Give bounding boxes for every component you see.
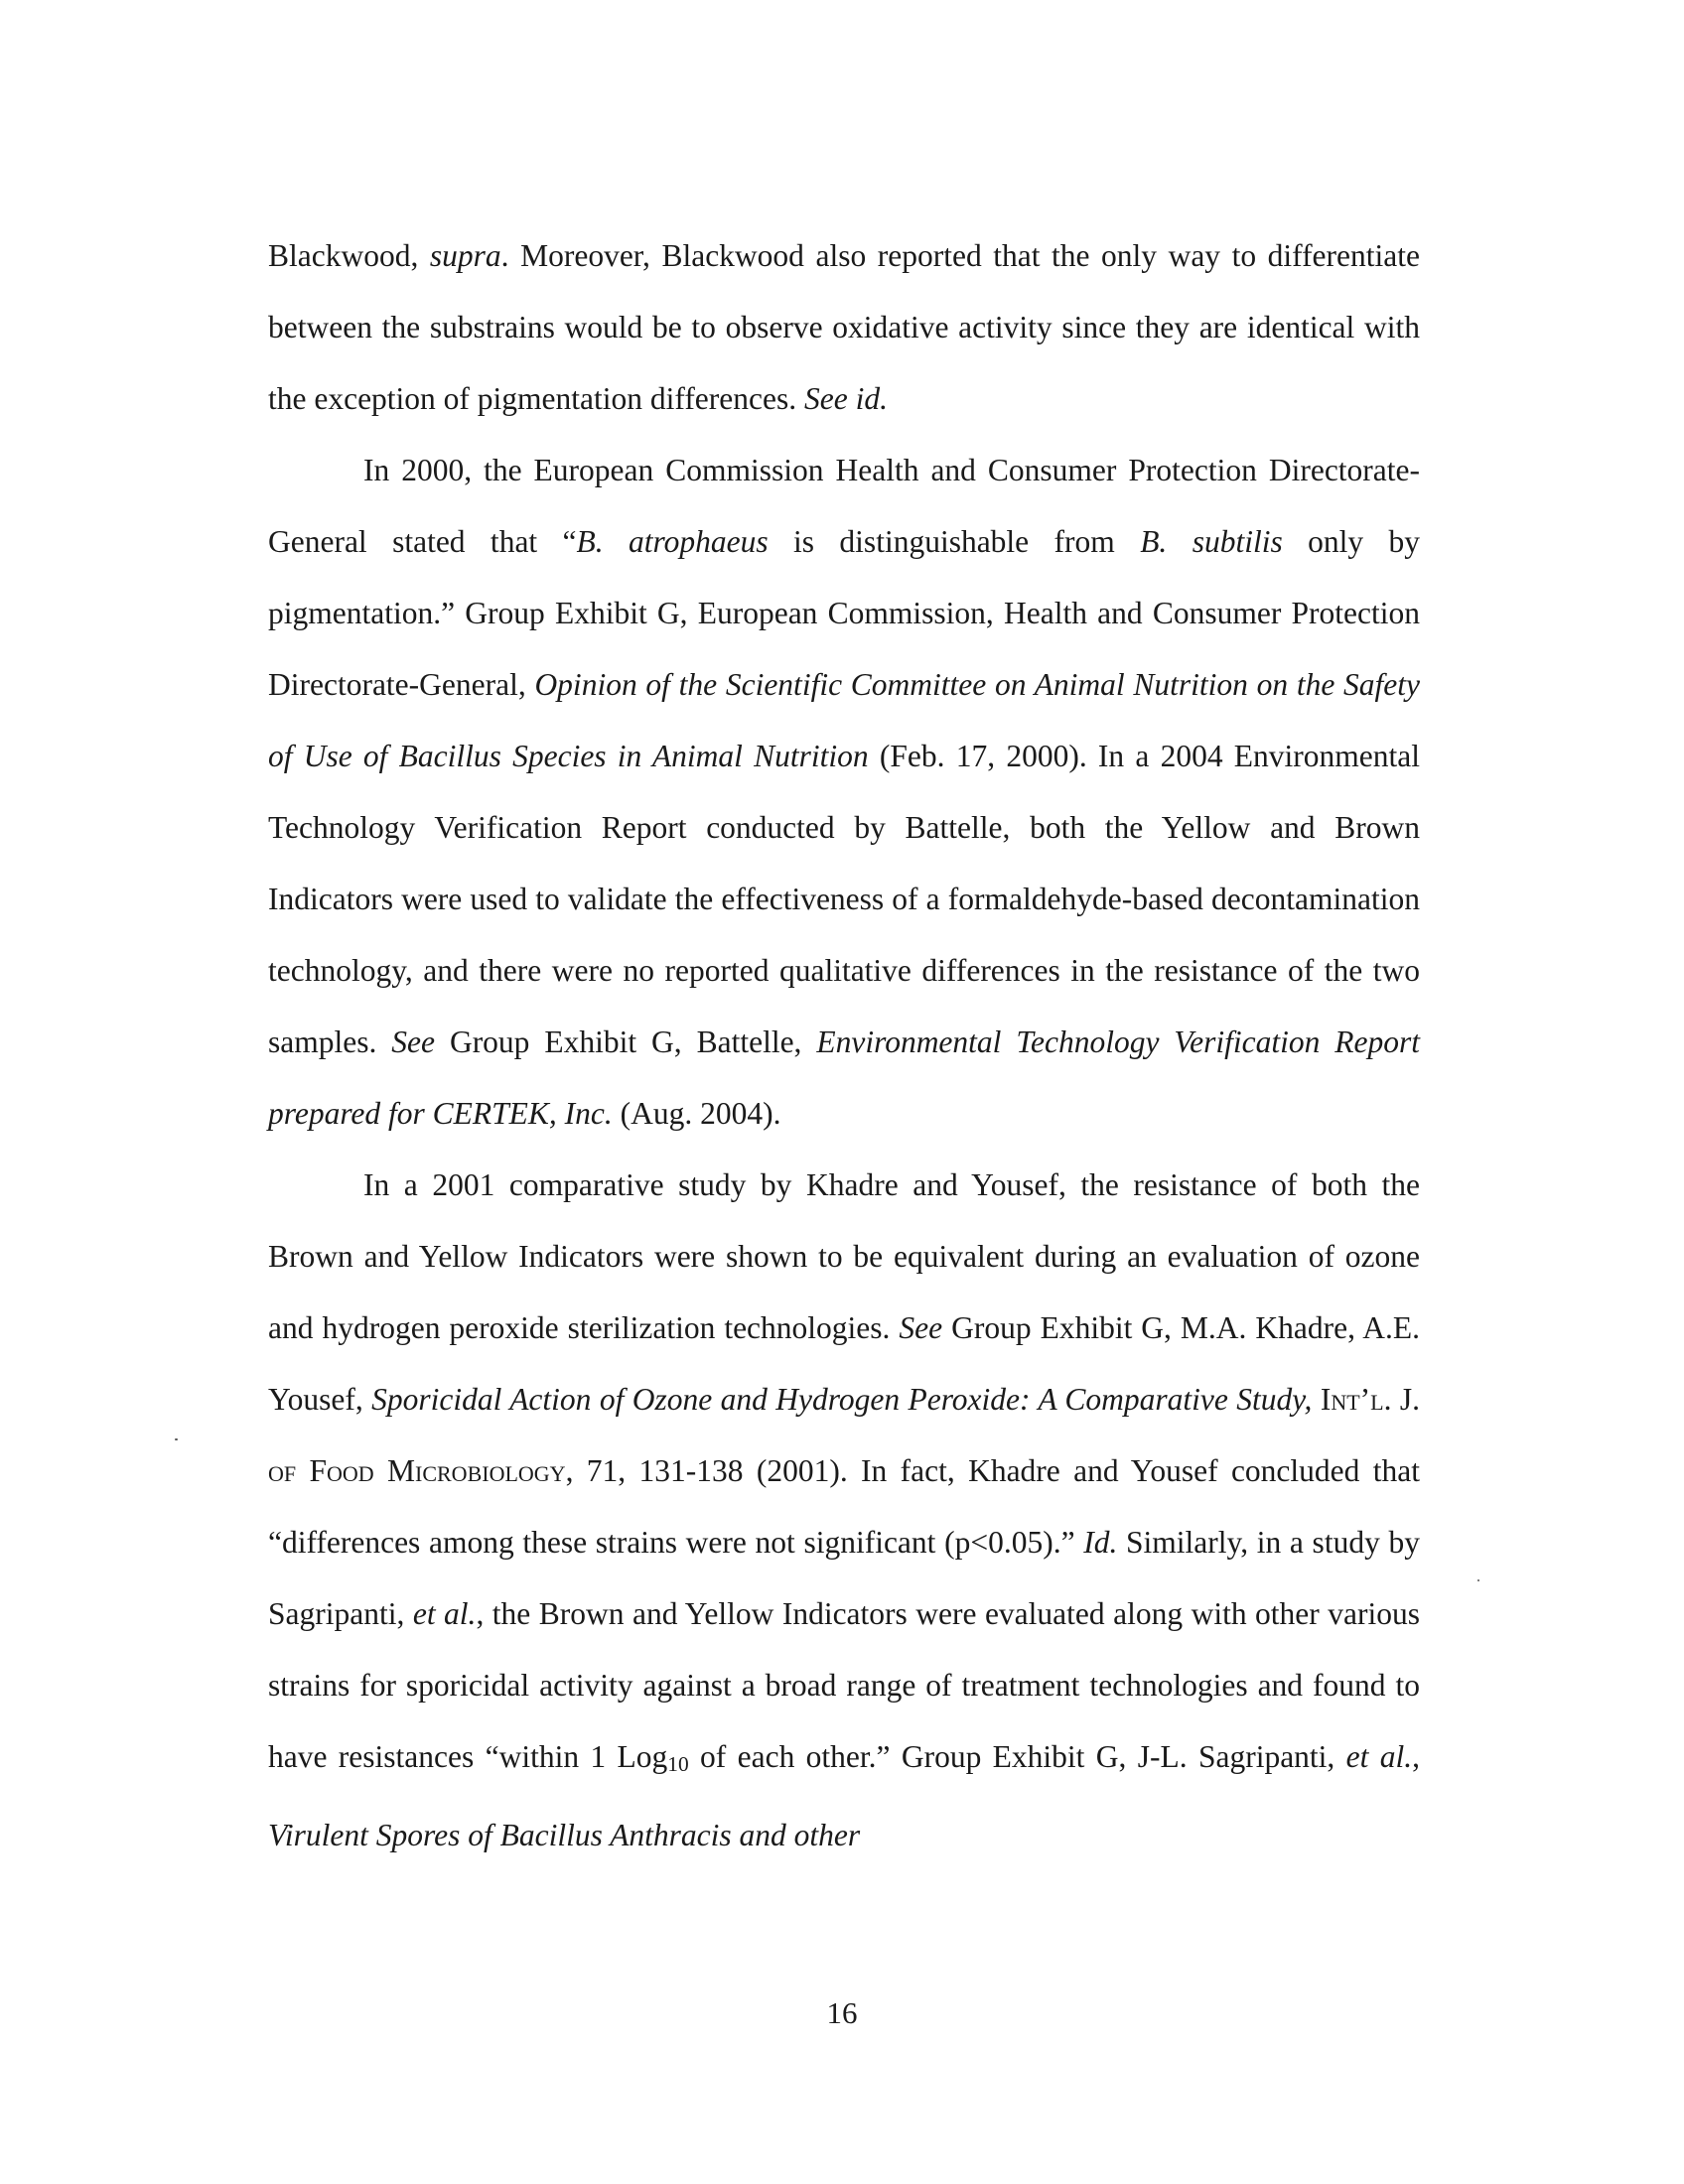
text-run: Similarly, in a study by Sagripanti, bbox=[268, 1525, 1420, 1631]
italic-text: B. subtilis bbox=[1140, 524, 1283, 559]
text-run: , the Brown and Yellow Indicators were evaluated along with other various strains for sporicidal activity against a broad range of treatment technologies and found to have resistances “within 1 Log bbox=[268, 1596, 1420, 1774]
italic-text: Environmental Technology Verification Report prepared for CERTEK, Inc. bbox=[268, 1024, 1420, 1131]
text-run: (Feb. 17, 2000). In a 2004 Environmental Technology Verification Report conducted by Battelle, both the Yellow and Brown Indicators were used to validate the effectiveness of a formaldehyde-based decontamination technology, and there were no reported qualitative differences in the resistance of the two samples. bbox=[268, 739, 1421, 1059]
text-run: is distinguishable from bbox=[768, 524, 1141, 559]
scan-speck bbox=[1477, 1579, 1479, 1581]
body-text bbox=[268, 220, 1420, 1871]
italic-text: Sporicidal Action of Ozone and Hydrogen Peroxide: A Comparative Study, bbox=[371, 1382, 1313, 1417]
italic-text: Virulent Spores of Bacillus Anthracis and other bbox=[268, 1817, 861, 1852]
text-run: , 71, 131-138 (2001). In fact, Khadre and Yousef concluded that “differences among these strains were not significant (p<0.05).” bbox=[268, 1453, 1420, 1560]
scan-speck bbox=[175, 1438, 178, 1440]
paragraph bbox=[268, 220, 1420, 435]
text-run: , bbox=[1412, 1739, 1420, 1774]
text-run: In a 2001 comparative study by Khadre and Yousef, the resistance of both the Brown and Yellow Indicators were shown to be equivalent during an evaluation of ozone and hydrogen peroxide sterilization technologies. bbox=[268, 1167, 1420, 1345]
text-run: In 2000, the European Commission Health and Consumer Protection Directorate-General stated that “ bbox=[268, 453, 1420, 559]
italic-text: Opinion of the Scientific Committee on Animal Nutrition on the Safety of Use of Bacillus Species in Animal Nutrition bbox=[268, 667, 1420, 773]
subscript: 10 bbox=[667, 1751, 689, 1776]
text-run: (Aug. 2004). bbox=[612, 1096, 781, 1131]
italic-text: supra bbox=[429, 238, 501, 273]
italic-text: Id. bbox=[1083, 1525, 1118, 1560]
italic-text: et al. bbox=[412, 1596, 477, 1631]
text-run: only by pigmentation.” Group Exhibit G, European Commission, Health and Consumer Protection Directorate-General, bbox=[268, 524, 1420, 702]
italic-text: B. atrophaeus bbox=[576, 524, 769, 559]
paragraph bbox=[268, 1150, 1420, 1871]
text-run: of each other.” Group Exhibit G, J-L. Sagripanti, bbox=[688, 1739, 1346, 1774]
page-number: 16 bbox=[826, 1995, 858, 2030]
journal-title: Int’l. J. of Food Microbiology bbox=[268, 1382, 1420, 1488]
paragraph bbox=[268, 435, 1420, 1150]
text-run: Group Exhibit G, Battelle, bbox=[435, 1024, 817, 1059]
italic-text: See bbox=[899, 1310, 943, 1345]
text-run: Blackwood, bbox=[268, 238, 430, 273]
text-run bbox=[1312, 1382, 1320, 1417]
text-run: Group Exhibit G, M.A. Khadre, A.E. Yousef, bbox=[268, 1310, 1420, 1417]
italic-text: See id. bbox=[803, 381, 888, 416]
italic-text: et al. bbox=[1345, 1739, 1413, 1774]
italic-text: See bbox=[391, 1024, 436, 1059]
text-run: . Moreover, Blackwood also reported that the only way to differentiate between the substrains would be to observe oxidative activity since they are identical with the exception of pigmentation differences. bbox=[268, 238, 1420, 416]
